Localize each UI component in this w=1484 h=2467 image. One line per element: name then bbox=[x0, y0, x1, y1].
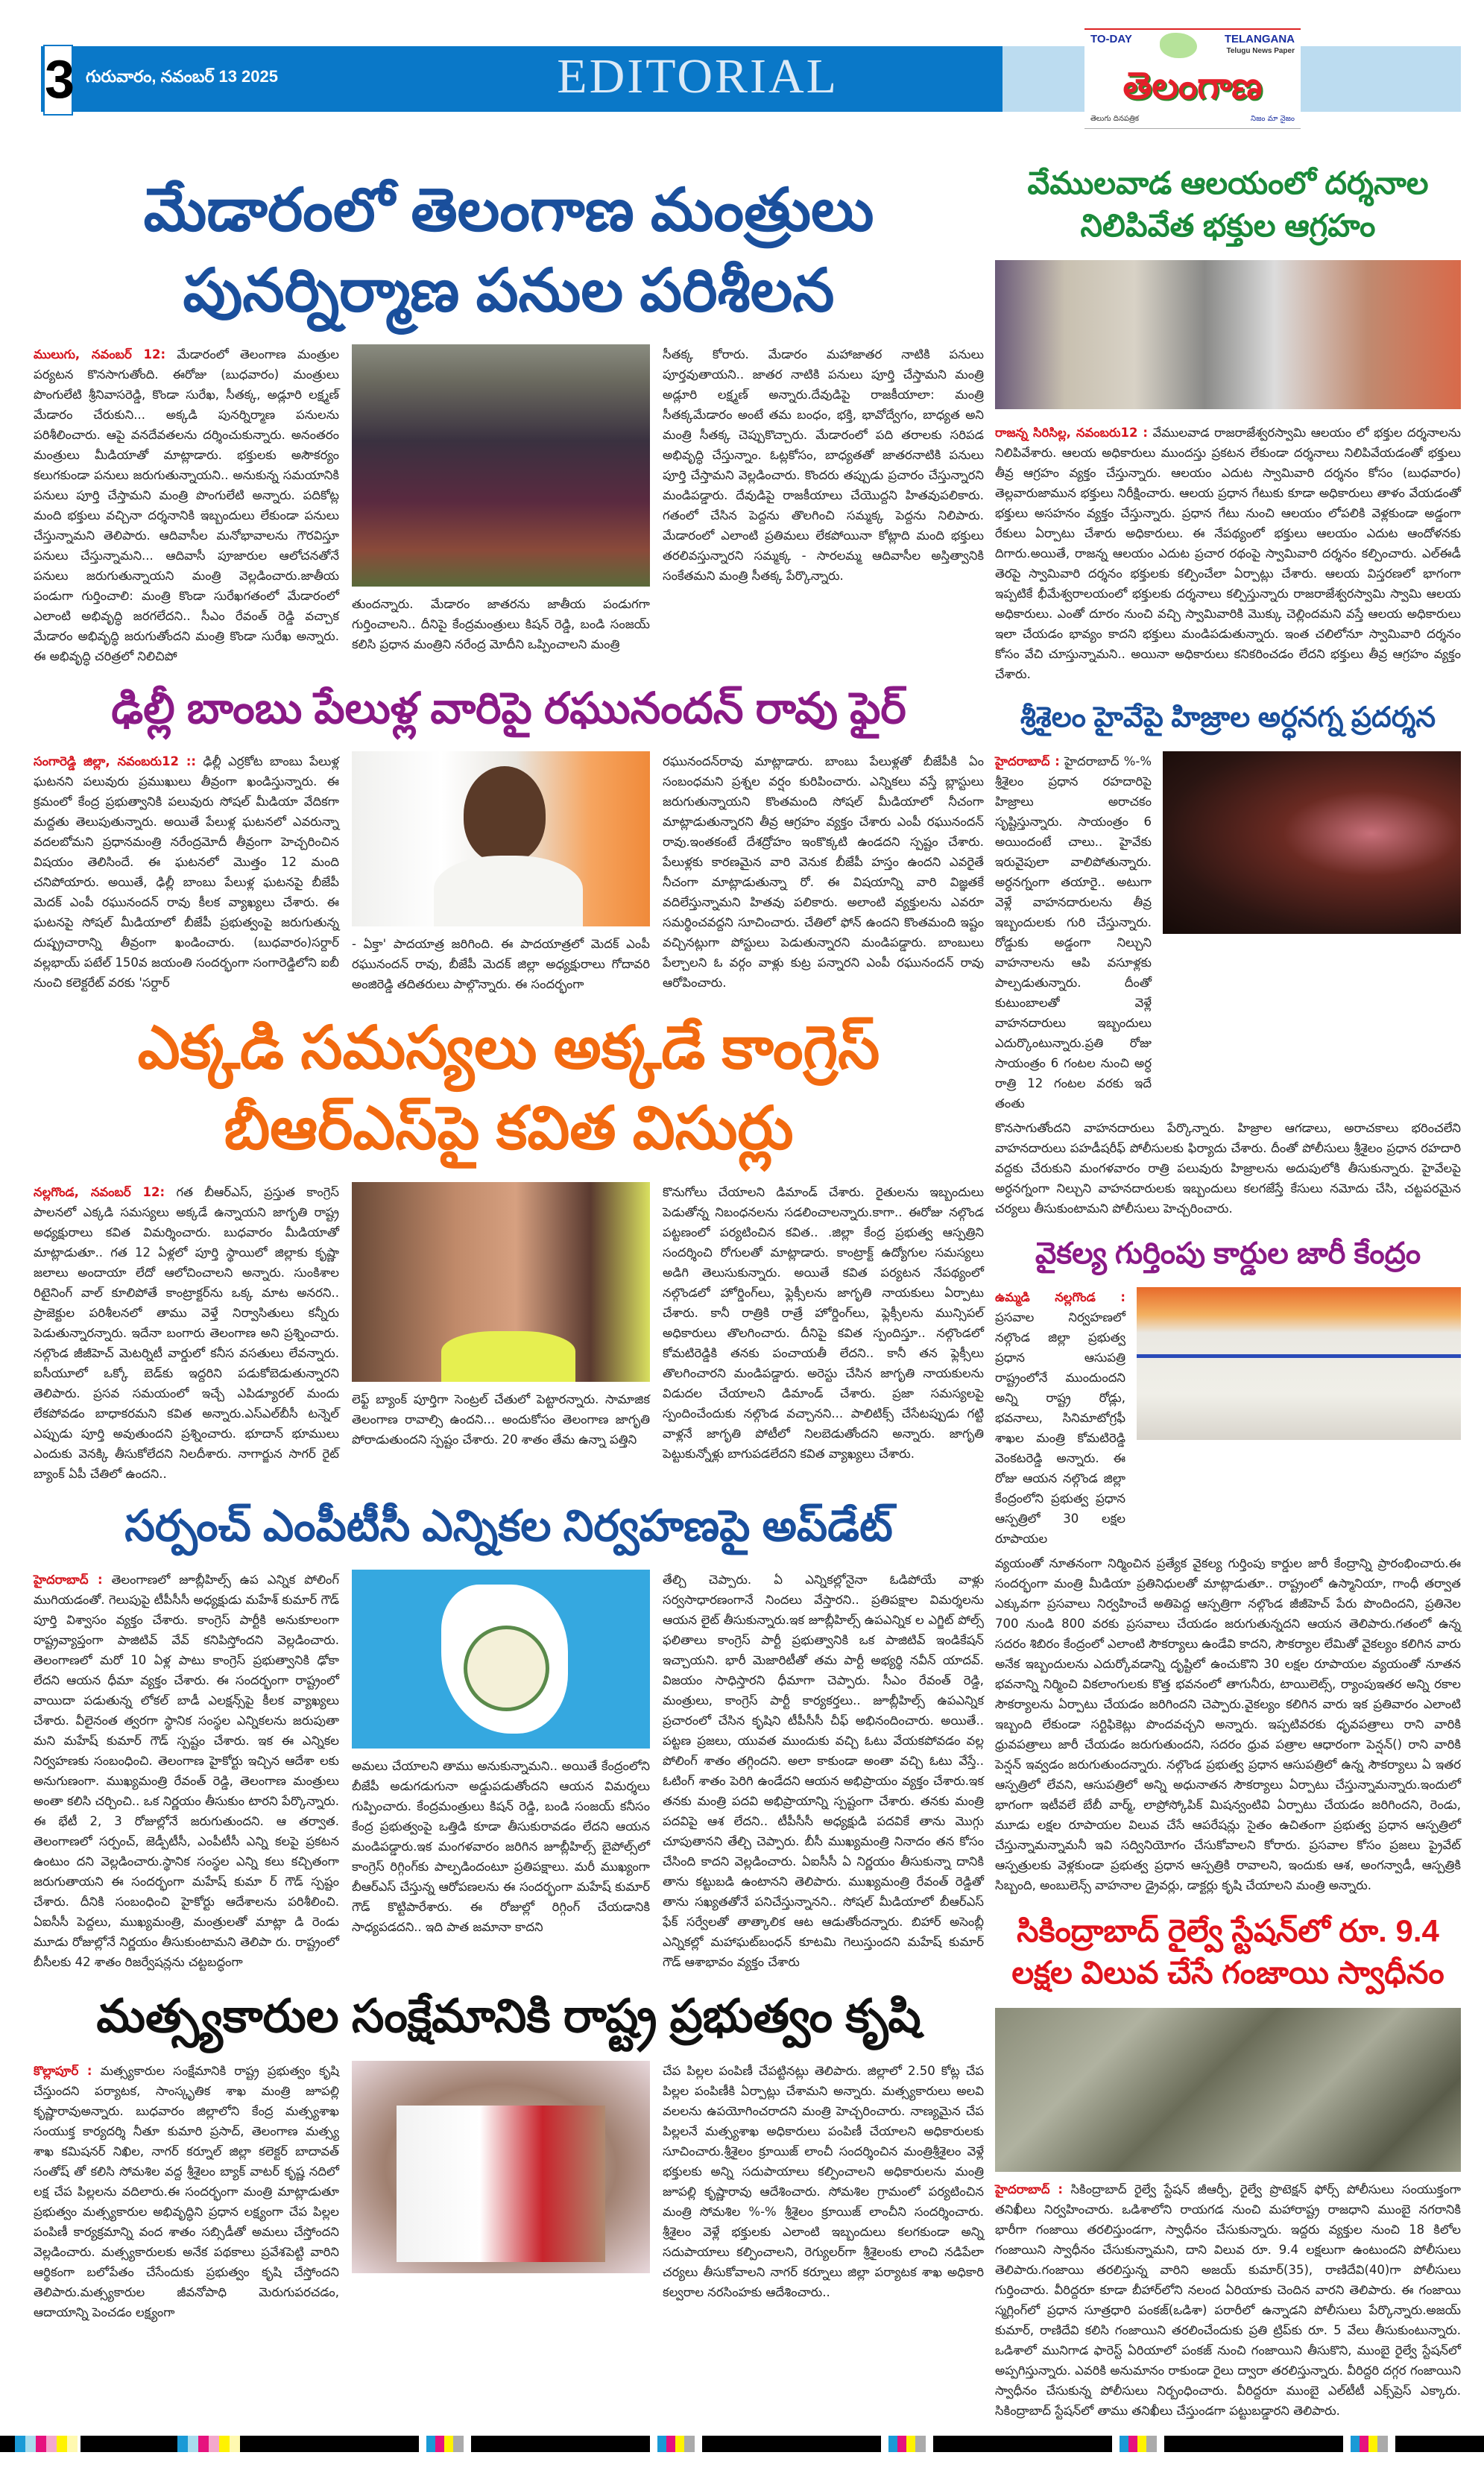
telangana-map-icon bbox=[1160, 33, 1197, 58]
headline-fishermen: మత్స్యకారుల సంక్షేమానికి రాష్ట్ర ప్రభుత్వం కృషి bbox=[96, 1990, 921, 2042]
article-disability-col: ఉమ్మడి నల్లగొండ : ప్రసవాల నిర్వహణలో నల్గొండ జిల్లా ప్రభుత్వ ప్రధాన ఆసుపత్రి రాష్ట్రంలోనే ముందుందని అన్ని రాష్ట్ర రోడ్లు, భవనాలు, సినిమాటోగ్రఫీ శాఖల మంత్రి కోమటిరెడ్డి వెంకటరెడ్డి అన్నారు. ఈ రోజు ఆయన నల్గొండ జిల్లా కేంద్రంలోని ప్రభుత్వ ప్రధాన ఆస్పత్రిలో 30 లక్షల రూపాయల bbox=[995, 1289, 1125, 1546]
article-vemulawada-body: రాజన్న సిరిసిల్ల, నవంబరు12 : వేములవాడ రాజరాజేశ్వరస్వామి ఆలయం లో భక్తుల దర్శనాలను నిలిపివేశారు. ఆలయ అధికారులు ముందస్తు ప్రకటన లేకుండా దర్శనాలు నిలిపివేయడంతో భక్తులు తీవ్ర ఆగ్రహం వ్యక్తం చేస్తున్నారు. ఆలయం ఎదుట స్వామివారి దర్శనం కోసం (బుధవారం) తెల్లవారుజామున భక్తులు నిరీక్షించారు. ఆలయ ప్రధాన గేటుకు కూడా అధికారులు తాళం వేయడంతో భక్తులు అసహనం వ్యక్తం చేస్తున్నారు. ప్రధాన గేటు నుంచి ఆలయం లోపలికి వెళ్లకుండా అడ్డంగా రేకులు ఏర్పాటు చేశారు అధికారులు. ఈ నేపథ్యంలో భక్తులు ఆలయం ఎదుట ఆందోళనకు దిగారు.అయితే, రాజన్న ఆలయం ఎదుట ప్రచార రథంపై స్వామివారి దర్శనం కల్పించారు. ఎల్ఈడీ తెరపై స్వామివారి దర్శనం భక్తులకు కల్పించేలా ఏర్పాట్లు చేశారు. ఆలయ విస్తరణలో భాగంగా ఇప్పటికే భీమేశ్వరాలయంలో భక్తులకు దర్శనాలు కల్పిస్తున్నారు రాజరాజేశ్వరస్వామి స్వామి ఆలయ అధికారులు. ఎంతో దూరం నుంచి వచ్చి స్వామివారికి మొక్కు చెల్లిందమని వస్తే ఆలయ అధికారులు ఇలా చేయడం భావ్యం కాదని భక్తులు మండిపడుతున్నారు. ఇంత చలిలోనూ స్వామివారి దర్శనం కోసం వేచి చూస్తున్నామని.. అయినా అధికారులు కనికరించడం లేదని భక్తులు తీవ్ర ఆగ్రహం వ్యక్తం చేశారు. bbox=[995, 426, 1461, 682]
section-title: EDITORIAL bbox=[557, 49, 839, 104]
headline-srisailam: శ్రీశైలం హైవేపై హిజ్రాల అర్ధనగ్న ప్రదర్శన bbox=[1020, 702, 1436, 734]
article-medaram-col3: సీతక్క కోరారు. మేడారం మహాజాతర నాటికి పనులు పూర్తవుతాయని.. జాతర నాటికి పనులు పూర్తి చేస్తామని మంత్రి అడ్లూరి లక్ష్మణ్ అన్నారు.దేవుడిపై రాజకీయాలా: మంత్రి సీతక్కమేడారం అంటే తమ బంధం, భక్తి, భావోద్వేగం, బాధ్యత అని మంత్రి సీతక్క చెప్పుకొచ్చారు. మేడారంలో పది తరాలకు సరిపడ అభివృద్ధి చేస్తున్నాం. ఓట్లకోసం, బాధ్యతతో జాతరనాటికి పనులు పూర్తి చేస్తామని వెల్లడించారు. కొందరు తప్పుడు ప్రచారం చేస్తున్నారని మండిపడ్డారు. దేవుడిపై రాజకీయాలు చేయొద్దని హితవుపలికారు. గతంలో చేసిన పెద్దను తొలగించి సమ్మక్క పెద్దను నిలిపారు. మేడారంలో ఎలాంటి ప్రతిమలు లేకపోయినా కోట్లాది మంది భక్తులు తరలివస్తున్నారని సమ్మక్క - సారలమ్మ ఆదివాసీల అస్తిత్వానికి సంకేతమని మంత్రి సీతక్క పేర్కొన్నారు. bbox=[663, 347, 984, 583]
article-srisailam-col: హైదరాబాద్ : హైదరాబాద్ %-% శ్రీశైలం ప్రధాన రహదారిపై హిజ్రాలు అరాచకం సృష్టిస్తున్నారు. సాయంత్రం 6 అయిందంటే చాలు.. హైవేకు ఇరువైపులా వాలిపోతున్నారు. అర్ధనగ్నంగా తయారై.. అటుగా వెళ్లే వాహనదారులను తీవ్ర ఇబ్బందులకు గురి చేస్తున్నారు. రోడ్డుకు అడ్డంగా నిల్చుని వాహనాలను ఆపి వసూళ్లకు పాల్పడుతున్నారు. దీంతో కుటుంబాలతో వెళ్లే వాహనదారులు ఇబ్బందులు ఎదుర్కొంటున్నారు.ప్రతి రోజు సాయంత్రం 6 గంటల నుంచి అర్ధ రాత్రి 12 గంటల వరకు ఇదే తంతు bbox=[995, 754, 1152, 1111]
headline-sarpanch: సర్పంచ్ ఎంపీటీసీ ఎన్నికల నిర్వహణపై అప్‌డేట్ bbox=[124, 1502, 893, 1551]
article-fishermen bbox=[34, 2061, 984, 2322]
article-sarpanch-col2: అమలు చేయాలని తాము అనుకున్నామని.. అయితే కేంద్రంలోని బీజేపీ అడుగడుగునా అడ్డుపడుతోందని ఆయన విమర్శలు గుప్పించారు. కేంద్రమంత్రులు కిషన్ రెడ్డి, బండి సంజయ్ కనీసం కేంద్ర ప్రభుత్వంపై ఒత్తిడి కూడా తీసుకురావడం లేదని ఆయన మండిపడ్డారు.ఇక మంగళవారం జరిగిన జూబ్లీహిల్స్ బైపోల్స్‌లో కాంగ్రెస్ రిగ్గింగ్‌కు పాల్పడిందంటూ ప్రతిపక్షాలు. మరీ ముఖ్యంగా బీఆర్ఎస్ చేస్తున్న ఆరోపణలను ఈ సందర్భంగా మహేష్ కుమార్ గౌడ్ కొట్టిపారేశారు. ఈ రోజుల్లో రిగ్గింగ్ చేయడానికి సాధ్యపడదని.. ఇది పాత జమానా కాదని bbox=[352, 1758, 650, 1934]
logo-telangana: TELANGANA Telugu News Paper bbox=[1224, 33, 1295, 55]
government-seal-icon bbox=[464, 1626, 549, 1711]
article-medaram bbox=[34, 344, 984, 666]
article-medaram-col2: తుందన్నారు. మేడారం జాతరను జాతీయ పండుగగా గుర్తించాలని.. దీనిపై కేంద్రమంత్రులు కిషన్ రెడ్డి, బండి సంజయ్ కలిసి ప్రధాన మంత్రిని నరేంద్ర మోదీని ఒప్పించాలని మంత్రి bbox=[352, 597, 650, 651]
headline-disability: వైకల్య గుర్తింపు కార్డుల జారీ కేంద్రం bbox=[1035, 1236, 1421, 1270]
article-ganja-body: హైదరాబాద్ : సికింద్రాబాద్ రైల్వే స్టేషన్ జీఆర్పీ, రైల్వే ప్రొటెక్షన్ ఫోర్స్ పోలీసులు సంయుక్తంగా తనిఖీలు నిర్వహించారు. ఒడిశాలోని రాయగడ నుంచి మహారాష్ట్ర రాజధాని ముంబై నగరానికి భారీగా గంజాయి తరలిస్తుండగా, స్వాధీనం చేసుకున్నారు. ఇద్దరు వ్యక్తుల నుంచి 18 కిలోల గంజాయిని స్వాధీనం చేసుకున్నామని, దాని విలువ రూ. 9.4 లక్షలుగా ఉంటుందని పోలీసులు తెలిపారు.గంజాయి తరలిస్తున్న వారిని అజయ్ కుమార్(35), రాణిదేవి(40)గా పోలీసులు గుర్తించారు. వీరిద్దరూ కూడా బీహార్‌లోని నలంద ఏరియాకు చెందిన వారని తెలిపారు. ఈ గంజాయి స్మగ్లింగ్‌లో ప్రధాన సూత్రధారి పంకజ్(ఒడిశా) పరారీలో ఉన్నాడని పోలీసులు పేర్కొన్నారు.అజయ్ కుమార్, రాణిదేవి కలిసి గంజాయిని తరలించేందుకు ప్రతి ట్రిప్‌కు రూ. 5 వేలు తీసుకుంటున్నారు. ఒడిశాలో మునిగాడ ఫారెస్ట్ ఏరియాలో పంకజ్ నుంచి గంజాయిని తీసుకొని, ముంబై రైల్వే స్టేషన్‌లో అప్పగిస్తున్నారు. ఎవరికి అనుమానం రాకుండా రైలు ద్వారా తరలిస్తున్నారు. వీరిద్దరి దగ్గర గంజాయిని స్వాధీనం చేసుకున్న పోలీసులు నిర్బంధించారు. వీరిద్దరూ ముంబై ఎల్‌టీటీ ఎక్స్‌ప్రెస్ ఎక్కారు. సికింద్రాబాద్ స్టేషన్‌లో తాము తనిఖీలు చేస్తుండగా పట్టుబడ్డారని తెలిపారు. bbox=[995, 2182, 1461, 2419]
page-header bbox=[34, 28, 1461, 148]
left-column bbox=[34, 162, 984, 2336]
article-sarpanch bbox=[34, 1570, 984, 1972]
article-kavitha bbox=[34, 1182, 984, 1484]
article-medaram-col1: ములుగు, నవంబర్ 12: మేడారంలో తెలంగాణ మంత్రుల పర్యటన కొనసాగుతోంది. ఈరోజు (బుధవారం) మంత్రులు పొంగులేటి శ్రీనివాసరెడ్డి, కొండా సురేఖ, సీతక్క, అడ్లూరి లక్ష్మణ్ మేడారం చేరుకుని... అక్కడి పునర్నిర్మాణ పనులను పరిశీలించారు. ఆపై వనదేవతలను దర్శించుకున్నారు. అనంతరం మంత్రులు మీడియాతో మాట్లాడారు. భక్తులకు అసౌకర్యం కలుగకుండా పనులు జరుగుతున్నాయని.. అనుకున్న సమయానికి పనులు పూర్తి చేస్తామని మంత్రి పొంగులేటి అన్నారు. పదికోట్ల మంది భక్తులు వచ్చినా దర్శనానికి ఇబ్బందులు లేకుండా పనులు చేస్తున్నామని తెలిపారు. ఆదివాసీల మనోభావాలను గౌరవిస్తూ పనులు చేస్తున్నామని... ఆదివాసీ పూజారుల ఆలోచనతోనే పనులు జరుగుతున్నాయని మంత్రి వెల్లడించారు.జాతీయ పండుగా గుర్తించాలి: మంత్రి కొండా సురేఖగతంలో మేడారంలో ఎలాంటి అభివృద్ధి జరగలేదని.. సీఎం రేవంత్ రెడ్డి వచ్చాక మేడారం అభివృద్ధి జరుగుతోందని మంత్రి కొండా సురేఖ అన్నారు. ఈ అభివృద్ధి చరిత్రలో నిలిచిపో bbox=[34, 347, 340, 663]
print-color-bar bbox=[0, 2436, 1484, 2452]
srisailam-photo bbox=[1163, 751, 1461, 934]
article-kavitha-col3: కొనుగోలు చేయాలని డిమాండ్ చేశారు. రైతులను ఇబ్బందులు పెడుతోన్న నిబంధనలను సడలించాలన్నారు.కాగా.. ఈరోజు నల్గొండ పట్టణంలో పర్యటించిన కవిత.. .జిల్లా కేంద్ర ప్రభుత్వ ఆస్పత్రిని సందర్శించి రోగులతో మాట్లాడారు. కాంట్రాక్ట్ ఉద్యోగుల సమస్యలు అడిగి తెలుసుకున్నారు. అయితే కవిత పర్యటన నేపథ్యంలో నల్గొండలో హోర్డింగ్‌లు, ఫ్లెక్సీలను జాగృతి నాయకులు ఏర్పాటు చేశారు. కానీ రాత్రికి రాత్రే హోర్డింగ్‌లు, ఫ్లెక్సీలను మున్సిపల్ అధికారులు తొలగించారు. దీనిపై కవిత స్పందిస్తూ.. నల్గొండలో కోమటిరెడ్డికి తనకు పంచాయతీ లేదని.. కానీ తన ఫ్లెక్సీలు తొలగించారని మండిపడ్డారు. అరెస్టు చేసిన జాగృతి నాయకులను విడుదల చేయాలని డిమాండ్ చేశారు. ప్రజా సమస్యలపై స్పందించేందుకు నల్గొండ వచ్చానని... పాలిటిక్స్ చేసేటప్పుడు గట్టి వాళ్లనే జాగృతి పోటీలో నిలబెడుతోందని అన్నారు. జాగృతి పెట్టుకున్నోళ్లు బాగుపడలేదని కవిత వ్యాఖ్యలు చేశారు. bbox=[663, 1185, 984, 1462]
ganja-seized-photo bbox=[995, 2008, 1461, 2172]
logo-tagline-left: తెలుగు దినపత్రిక bbox=[1090, 115, 1140, 123]
article-fishermen-col1: కొల్లాపూర్ : మత్స్యకారుల సంక్షేమానికి రాష్ట్ర ప్రభుత్వం కృషి చేస్తుందని పర్యాటక, సాంస్కృతిక శాఖ మంత్రి జూపల్లి కృష్ణారావుఅన్నారు. బుధవారం జిల్లాలోని కేంద్ర మత్స్యశాఖ సంయుక్త కార్యదర్శి నీతూ కుమారి ప్రసాద్, తెలంగాణ మత్స్య శాఖ కమిషనర్ నిఖిల, నాగర్ కర్నూల్ జిల్లా కలెక్టర్ బాదావత్ సంతోష్ తో కలిసి సోమశిల వద్ద శ్రీశైలం బ్యాక్ వాటర్ కృష్ణ నదిలో లక్ష చేప పిల్లలను వదిలారు.ఈ సందర్భంగా మంత్రి మాట్లాడుతూ ప్రభుత్వం మత్స్యకారుల అభివృద్ధిని ప్రధాన లక్ష్యంగా చేప పిల్లల పంపిణీ కార్యక్రమాన్ని వంద శాతం సబ్సిడీతో అమలు చేస్తోందని వెల్లడించారు. మత్స్యకారులకు అనేక పథకాలు ప్రవేశపెట్టి వారిని ఆర్థికంగా బలోపేతం చేసేందుకు ప్రభుత్వం కృషి చేస్తోందని తెలిపారు.మత్స్యకారుల జీవనోపాధి మెరుగుపరచడం, ఆదాయాన్ని పెంచడం లక్ష్యంగా bbox=[34, 2064, 339, 2320]
article-raghunandan bbox=[34, 751, 984, 994]
logo-today: TO-DAY bbox=[1090, 33, 1132, 45]
page-number: 3 bbox=[43, 45, 73, 116]
article-kavitha-col1: నల్లగొండ, నవంబర్ 12: గత బీఆర్ఎస్, ప్రస్తుత కాంగ్రెస్ పాలనలో ఎక్కడి సమస్యలు అక్కడే ఉన్నాయని జాగృతి రాష్ట్ర అధ్యక్షురాలు కవిత విమర్శించారు. బుధవారం మీడియాతో మాట్లాడుతూ.. గత 12 ఏళ్లలో పూర్తి స్థాయిలో జిల్లాకు కృష్ణా జలాలు అందాయా లేదో ఆలోచించాలని అన్నారు. సుంకిశాల రిటైనింగ్ వాల్ కూలిపోతే కాంట్రాక్టర్‌ను ఒక్క మాట అనరని.. ప్రాజెక్టుల పరిశీలనలో తాము వెళ్తే నిర్వాసితులు కన్నీరు పెడుతున్నారన్నారు. ఇదేనా బంగారు తెలంగాణ అని ప్రశ్నించారు. నల్గొండ జీజీహెచ్ మెటర్నిటీ వార్డులో కనీస వసతులు లేవన్నారు. ఐసీయూలో ఒక్కో బెడ్‌కు ఇద్దరిని పడుకోబెడుతున్నారని తెలిపారు. ప్రసవ సమయంలో ఇచ్చే ఎపిడ్యూరల్ మందు లేకపోవడం బాధాకరమని కవిత అన్నారు.ఎస్ఎల్‌బీసీ టన్నెల్ ఎప్పుడు పూర్తి అవుతుందని ప్రశ్నించారు. భూదాన్ భూములు ఎందుకు వెనక్కి తీసుకోలేదని నిలదీశారు. నాగార్జున సాగర్ రైట్ బ్యాంక్ ఏపీ చేతిలో ఉందని.. bbox=[34, 1185, 339, 1482]
vemulawada-temple-photo bbox=[995, 260, 1461, 409]
logo-name: తెలంగాణ bbox=[1123, 65, 1263, 107]
disability-center-photo bbox=[1137, 1287, 1461, 1440]
article-raghunandan-col1: సంగారెడ్డి జిల్లా, నవంబరు12 :: ఢిల్లీ ఎర్రకోట బాంబు పేలుళ్ల ఘటనని పలువురు ప్రముఖులు తీవ్రంగా ఖండిస్తున్నారు. ఈ క్రమంలో కేంద్ర ప్రభుత్వానికి పలువురు సోషల్ మీడియా వేదికగా మద్దతు తెలుపుతున్నారు. అయితే పేలుళ్ల ఘటనలో ఎవరున్నా వదలబోమని ప్రధానమంత్రి నరేంద్రమోదీ తీవ్రంగా హెచ్చరించిన విషయం తెలిసిందే. ఈ ఘటనలో మొత్తం 12 మంది చనిపోయారు. అయితే, ఢిల్లీ బాంబు పేలుళ్ల ఘటనపై బీజేపీ మెదక్ ఎంపీ రఘునందన్ రావు కీలక వ్యాఖ్యలు చేశారు. ఈ ఘటనపై సోషల్ మీడియాలో బీజేపీ ప్రభుత్వంపై జరుగుతున్న దుష్ప్రచారాన్ని తీవ్రంగా ఖండించారు. (బుధవారం)సర్దార్ వల్లభాయ్ పటేల్ 150వ జయంతి సందర్భంగా సంగారెడ్డిలోని ఐబీ నుంచి కలెక్టరేట్ వరకు 'సర్దార్ bbox=[34, 754, 339, 991]
medaram-crowd-photo bbox=[352, 344, 650, 587]
raghunandan-photo bbox=[352, 751, 650, 926]
headline-medaram: మేడారంలో తెలంగాణ మంత్రులు పునర్నిర్మాణ పనుల పరిశీలన bbox=[143, 177, 874, 323]
article-fishermen-col3: చేప పిల్లల పంపిణీ చేపట్టినట్లు తెలిపారు. జిల్లాలో 2.50 కోట్ల చేప పిల్లల పంపిణీకి ఏర్పాట్లు చేశామని అన్నారు. మత్స్యకారులు అలవి వలలను ఉపయోగించరాదని మంత్రి హెచ్చరించారు. నాణ్యమైన చేప పిల్లలనే మత్స్యశాఖ అధికారులు పంపిణీ చేయాలని అధికారులకు సూచించారు.శ్రీశైలం క్రూయిజ్ లాంచీ సందర్శించిన మంత్రిశ్రీశైలం వెళ్లే భక్తులకు అన్ని సదుపాయాలు కల్పించాలని అధికారులను మంత్రి జూపల్లి కృష్ణారావు ఆదేశించారు. సోమశిల గ్రామంలో పర్యటించిన మంత్రి సోమశిల %-% శ్రీశైలం క్రూయిజ్ లాంచీని సందర్శించారు. శ్రీశైలం వెళ్లే భక్తులకు ఎలాంటి ఇబ్బందులు కలగకుండా అన్ని సదుపాయాలు కల్పించాలని, రెగ్యులర్‌గా శ్రీశైలంకు లాంచి నడిపేలా చర్యలు తీసుకోవాలని నాగర్ కర్నూలు జిల్లా పర్యాటక శాఖ అధికారి కల్వరాల నరసింహకు ఆదేశించారు.. bbox=[663, 2064, 984, 2300]
kavitha-photo bbox=[352, 1182, 650, 1382]
article-raghunandan-col3: రఘునందన్‌రావు మాట్లాడారు. బాంబు పేలుళ్లతో బీజేపీకి ఏం సంబంధమని ప్రశ్నల వర్షం కురిపించారు. ఎన్నికలు వస్తే బ్లాస్టులు జరుగుతున్నాయని కొంతమంది సోషల్ మీడియాలో నీచంగా మాట్లాడుతున్నారని తీవ్ర ఆగ్రహం వ్యక్తం చేశారు ఎంపీ రఘునందన్ రావు.ఇంతకంటే దేశద్రోహం ఇంకొక్కటి ఉండదని స్పష్టం చేశారు. పేలుళ్లకు కారణమైన వారి వెనుక బీజేపీ హస్తం ఉందని ఎవరైతే నీచంగా మాట్లాడుతున్నా రో. ఈ విషయాన్ని వారి విజ్ఞతకే వదిలేస్తున్నామని హితవు పలికారు. అలాంటి వ్యక్తులను ఎవరూ సమర్థించవద్దని సూచించారు. చేతిలో ఫోన్ ఉందని కొంతమంది ఇష్టం వచ్చినట్లుగా పోస్టులు పెడుతున్నారని మండిపడ్డారు. బాంబులు పేల్చాలని ఓ వర్గం వాళ్లు కుట్ర పన్నారని ఎంపీ రఘునందన్ రావు ఆరోపించారు. bbox=[663, 754, 984, 991]
telangana-emblem-map bbox=[352, 1570, 650, 1749]
article-disability-rest: వ్యయంతో నూతనంగా నిర్మించిన ప్రత్యేక వైకల్య గుర్తింపు కార్డుల జారీ కేంద్రాన్ని ప్రారంభించారు.ఈ సందర్భంగా మంత్రి మీడియా ప్రతినిధులతో మాట్లాడుతూ.. రాష్ట్రంలో ఉస్మానియా, గాంధీ తర్వాత ఎక్కువగా ప్రసవాలు నిర్వహించే అతిపెద్ద ఆస్పత్రిగా నల్గొండ జీజీహెచ్ పేరు పొందిందని, ప్రతినెల 700 నుండి 800 వరకు ప్రసవాలు చేయడం జరుగుతున్నదని ఆయన తెలిపారు.గతంలో ఉన్న సదరం శిబిరం కేంద్రంలో ఎలాంటి సౌకర్యాలు ఉండేవి కాదని, సౌకర్యాల లేమితో వైకల్యం కలిగిన వారు అనేక ఇబ్బందులను ఎదుర్కోవడాన్ని దృష్టిలో ఉంచుకొని 30 లక్షల రూపాయల వ్యయంతో నూతన భవనాన్ని నిర్మించి వికలాంగులకు కొత్త భవనంలో తాగునీరు, టాయిలెట్స్, ర్యాంపుఇతర అన్ని రకాల సౌకర్యాలను ఏర్పాటు చేయడం జరిగిందని చెప్పారు.వైకల్యం కలిగిన వారు ఇక ప్రతివారం ఎలాంటి ఇబ్బంది లేకుండా సర్టిఫికెట్లు పొందవచ్చని అన్నారు. ఇప్పటివరకు ధృవపత్రాలు రాని వారికి ధ్రువపత్రాలు జారీ చేయడం జరుగుతుందని, సదరం ధ్రువ పత్రాల ఆధారంగా పెన్షన్() రాని వారికి పెన్షన్ ఇవ్వడం జరుగుతుందన్నారు. నల్గొండ ప్రభుత్వ ప్రధాన ఆసుపత్రిలో ఉన్న సౌకర్యాలు ఏ ఇతర ఆస్పత్రిలో లేవని, ఆసుపత్రిలో అన్ని అధునాతన సౌకర్యాలు ఏర్పాటు చేస్తున్నామన్నారు.ఇందులో భాగంగా ఇటీవలే బేబీ వార్మ్, లాప్రోస్కోపిక్ మిషన్వంటివి ఏర్పాటు చేయడం జరిగిందని, రెండు, మూడు లక్షల రూపాయల విలువ చేసే ఆపరేషన్లు సైతం ఉచితంగా ప్రభుత్వ ప్రధాన ఆస్పత్రిలో చేస్తున్నామన్నామనీ ఇవి సద్వినియోగం చేసుకోవాలని కోరారు. ప్రసవాల కోసం ప్రజలు ప్రైవేట్ ఆస్పత్రులకు వెళ్లకుండా ప్రభుత్వ ప్రధాన ఆస్పత్రికి రావాలని, ఇందుకు ఆశ, అంగన్వాడీ, ఆస్పత్రికి సిబ్బంది, అంబులెన్స్ వాహనాల డ్రైవర్లు, డాక్టర్లు కృషి చేయాలని మంత్రి అన్నారు. bbox=[995, 1555, 1461, 1892]
headline-kavitha: ఎక్కడి సమస్యలు అక్కడే కాంగ్రెస్ బీఆర్‌ఎస్‌పై కవిత విసుర్లు bbox=[137, 1014, 880, 1162]
headline-vemulawada: వేములవాడ ఆలయంలో దర్శనాల నిలిపివేత భక్తుల ఆగ్రహం bbox=[1027, 165, 1429, 243]
right-column bbox=[995, 162, 1461, 2421]
logo-tagline-right: నిజం మా నైజం bbox=[1251, 115, 1295, 123]
article-kavitha-col2: లెఫ్ట్ బ్యాంక్ పూర్తిగా సెంట్రల్ చేతులో పెట్టారన్నారు. సామాజిక తెలంగాణ రావాల్సి ఉందని... అందుకోసం తెలంగాణ జాగృతి పోరాడుతుందని స్పష్టం చేశారు. 20 శాతం తేమ ఉన్నా పత్తిని bbox=[352, 1392, 650, 1447]
headline-raghunandan: ఢిల్లీ బాంబు పేలుళ్ల వారిపై రఘునందన్ రావు ఫైర్ bbox=[111, 684, 906, 733]
article-sarpanch-col3: తేల్చి చెప్పారు. ఏ ఎన్నికల్లోనైనా ఓడిపోయే వాళ్లు సర్వసాధారణంగానే నిందలు వేస్తారని.. ప్రతిపక్షాల విమర్శలను ఆయన లైట్ తీసుకున్నారు.ఇక జూబ్లీహిల్స్ ఉపఎన్నిక ల ఎగ్జిట్ పోల్స్ ఫలితాలు కాంగ్రెస్ పార్టీ ప్రభుత్వానికి ఒక పాజిటివ్ ఇండికేషన్ ఇచ్చాయని. భారీ మెజారిటీతో తమ పార్టీ అభ్యర్థి నవీన్ యాదవ్. విజయం సాధిస్తారని ధీమాగా చెప్పారు. సీఎం రేవంత్ రెడ్డి, మంత్రులు, కాంగ్రెస్ పార్టీ కార్యకర్తలు.. జూబ్లీహిల్స్ ఉపఎన్నిక ప్రచారంలో చేసిన కృషిని టీపీసీసీ చీఫ్ అభినందించారు. అయితే.. పట్టణ ప్రజలు, యువత ముందుకు వచ్చి ఓటు వేయకపోవడం వల్ల పోలింగ్ శాతం తగ్గిందని. అలా కాకుండా అంతా వచ్చి ఓటు వేస్తే.. ఓటింగ్ శాతం పెరిగి ఉండేదని ఆయన అభిప్రాయం వ్యక్తం చేశారు.ఇక తనకు మంత్రి పదవి అభిప్రాయాన్ని స్పష్టంగా చేశారు. తనకు మంత్రి పదవిపై ఆశ లేదని.. టీపీసీసీ అధ్యక్షుడి పదవికే తాను మొగ్గు చూపుతానని తేల్చి చెప్పారు. బీసీ ముఖ్యమంత్రి నినాదం తన కోసం చేసింది కాదని వెల్లడించారు. ఏఐసీసీ ఏ నిర్ణయం తీసుకున్నా దానికి తాను కట్టుబడి ఉంటానని తెలిపారు. ముఖ్యమంత్రి రేవంత్ రెడ్డితో తాను సఖ్యతతోనే పనిచేస్తున్నానని.. సోషల్ మీడియాలో బీఆర్ఎస్ ఫేక్ సర్వేలతో తాత్కాలిక ఆట ఆడుతోందన్నారు. బిహార్ అసెంబ్లీ ఎన్నికల్లో మహాఘట్‌బంధన్ కూటమి గెలుస్తుందని మహేష్ కుమార్ గౌడ్ ఆశాభావం వ్యక్తం చేశారు bbox=[663, 1572, 984, 1969]
headline-ganja: సికింద్రాబాద్ రైల్వే స్టేషన్‌లో రూ. 9.4 లక్షల విలువ చేసే గంజాయి స్వాధీనం bbox=[1011, 1912, 1444, 1991]
newspaper-logo bbox=[1084, 28, 1301, 129]
article-srisailam-rest: కొనసాగుతోందని వాహనదారులు పేర్కొన్నారు. హిజ్రాల ఆగడాలు, అరాచకాలు భరించలేని వాహనదారులు పహడీషరీఫ్ పోలీసులకు ఫిర్యాదు చేశారు. దీంతో పోలీసులు శ్రీశైలం ప్రధాన రహదారి వద్దకు చేరుకుని మంగళవారం రాత్రి పలువురు హిజ్రాలను అదుపులోకి తీసుకున్నారు. హైవేలపై అర్ధనగ్నంగా నిల్చుని వాహనదారులకు ఇబ్బందులు కలగజేస్తే కేసులు నమోదు చేసి, చట్టపరమైన చర్యలు తీసుకుంటామని పోలీసులు హెచ్చరించారు. bbox=[995, 1120, 1461, 1216]
article-raghunandan-col2: - ఏక్తా' పాదయాత్ర జరిగింది. ఈ పాదయాత్రలో మెదక్ ఎంపీ రఘునందన్ రావు, బీజేపీ మెదక్ జిల్లా అధ్యక్షురాలు గోదావరి అంజిరెడ్డి తదితరులు పాల్గొన్నారు. ఈ సందర్భంగా bbox=[352, 937, 650, 992]
issue-date: గురువారం, నవంబర్ 13 2025 bbox=[86, 67, 278, 86]
fishermen-photo bbox=[352, 2061, 650, 2273]
article-sarpanch-col1: హైదరాబాద్ : తెలంగాణలో జూబ్లీహిల్స్ ఉప ఎన్నిక పోలింగ్ ముగియడంతో. గెలుపుపై టీపీసీసీ అధ్యక్షుడు మహేశ్ కుమార్ గౌడ్ పూర్తి విశ్వాసం వ్యక్తం చేశారు. కాంగ్రెస్ పార్టీకి అనుకూలంగా రాష్ట్రవ్యాప్తంగా పాజిటివ్ వేవ్ కనిపిస్తోందని వెల్లడించారు. తెలంగాణలో మరో 10 ఏళ్ల పాటు కాంగ్రెస్ ప్రభుత్వానికి ఢోకా లేదని ఆయన ధీమా వ్యక్తం చేశారు. ఈ సందర్భంగా రాష్ట్రంలో వాయిదా పడుతున్న లోకల్ బాడీ ఎలక్షన్స్‌పై కీలక వ్యాఖ్యలు చేశారు. వీలైనంత త్వరగా స్థానిక సంస్థల ఎన్నికలను జరుపుతా మని మహేష్ కుమార్ గౌడ్ స్పష్టం చేశారు. ఇక ఈ ఎన్నికల నిర్వహణకు సంబంధించి. తెలంగాణ హైకోర్టు ఇచ్చిన ఆదేశా లకు అనుగుణంగా. ముఖ్యమంత్రి రేవంత్ రెడ్డి, తెలంగాణ మంత్రులు అంతా కలిసి చర్చించి.. ఒక నిర్ణయం తీసుకుం టారని పేర్కొన్నారు. ఈ భేటీ 2, 3 రోజుల్లోనే జరుగుతుందని. ఆ తర్వాత. తెలంగాణలో సర్పంచ్, జెడ్పీటీసీ, ఎంపీటీసీ ఎన్ని కలపై ప్రకటన ఉంటుం దని వెల్లడించారు.స్థానిక సంస్థల ఎన్ని కలు కచ్చితంగా జరుగుతాయని ఈ సందర్భంగా మహేష్ కుమా ర్ గౌడ్ స్పష్టం చేశారు. దీనికి సంబంధించి హైకోర్టు ఆదేశాలను పరిశీలించి. ఏఐసీసీ పెద్దలు, ముఖ్యమంత్రి, మంత్రులతో మాట్లా డి రెండు మూడు రోజుల్లోనే నిర్ణయం తీసుకుంటామని తెలిపా రు. రాష్ట్రంలో బీసీలకు 42 శాతం రిజర్వేషన్లను చట్టబద్ధంగా bbox=[34, 1572, 339, 1969]
